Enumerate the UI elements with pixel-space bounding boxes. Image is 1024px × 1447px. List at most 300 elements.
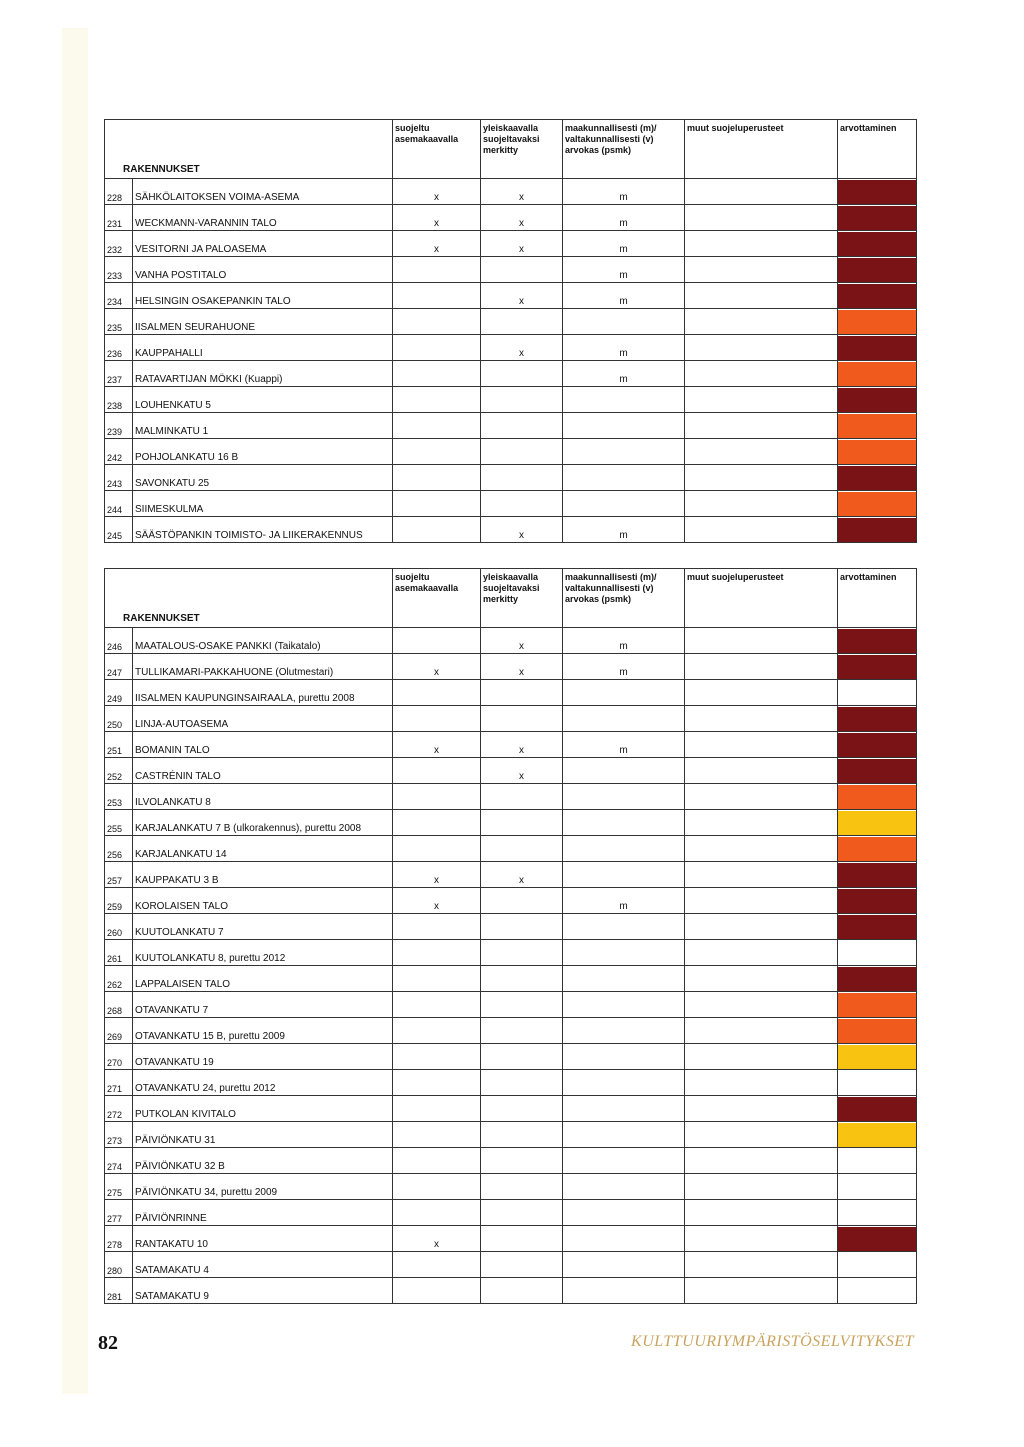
table-row — [105, 940, 917, 966]
asemakaava-mark: x — [393, 654, 481, 680]
maakunta-mark — [563, 1174, 685, 1200]
rating-swatch — [838, 1071, 916, 1095]
asemakaava-mark — [393, 361, 481, 387]
maakunta-mark — [563, 1096, 685, 1122]
row-number: 251 — [105, 732, 133, 758]
maakunta-mark — [563, 706, 685, 732]
asemakaava-mark — [393, 335, 481, 361]
yleiskaava-mark — [481, 1096, 563, 1122]
building-name: OTAVANKATU 15 B, purettu 2009 — [133, 1018, 393, 1044]
page-number: 82 — [98, 1332, 118, 1354]
table-row — [105, 862, 917, 888]
yleiskaava-mark — [481, 1070, 563, 1096]
rating-cell — [838, 940, 917, 966]
yleiskaava-mark — [481, 1252, 563, 1278]
header-yleiskaava: yleiskaavalla suojeltavaksi merkitty — [481, 120, 563, 179]
row-number: 261 — [105, 940, 133, 966]
row-number: 237 — [105, 361, 133, 387]
rating-swatch — [838, 1019, 916, 1043]
muut-cell — [685, 361, 838, 387]
muut-cell — [685, 517, 838, 543]
asemakaava-mark: x — [393, 1226, 481, 1252]
table-row — [105, 992, 917, 1018]
rating-cell — [838, 862, 917, 888]
table-row — [105, 413, 917, 439]
table-row — [105, 361, 917, 387]
asemakaava-mark — [393, 966, 481, 992]
rating-swatch — [838, 232, 916, 256]
table-row — [105, 1070, 917, 1096]
table-row — [105, 1148, 917, 1174]
asemakaava-mark — [393, 784, 481, 810]
muut-cell — [685, 758, 838, 784]
yleiskaava-mark — [481, 1200, 563, 1226]
rating-swatch — [838, 889, 916, 913]
rating-swatch — [838, 681, 916, 705]
asemakaava-mark — [393, 465, 481, 491]
building-name: SIIMESKULMA — [133, 491, 393, 517]
asemakaava-mark — [393, 992, 481, 1018]
header-yleiskaava: yleiskaavalla suojeltavaksi merkitty — [481, 569, 563, 628]
rating-swatch — [838, 733, 916, 757]
maakunta-mark — [563, 491, 685, 517]
rating-cell — [838, 654, 917, 680]
muut-cell — [685, 231, 838, 257]
asemakaava-mark — [393, 940, 481, 966]
rating-cell — [838, 257, 917, 283]
rating-swatch — [838, 440, 916, 464]
table-row — [105, 914, 917, 940]
asemakaava-mark — [393, 1070, 481, 1096]
row-number: 262 — [105, 966, 133, 992]
muut-cell — [685, 309, 838, 335]
table-body — [105, 628, 917, 1304]
row-number: 243 — [105, 465, 133, 491]
rating-swatch — [838, 310, 916, 334]
asemakaava-mark: x — [393, 179, 481, 205]
rating-cell — [838, 517, 917, 543]
table-row — [105, 1174, 917, 1200]
maakunta-mark — [563, 680, 685, 706]
row-number: 233 — [105, 257, 133, 283]
row-number: 234 — [105, 283, 133, 309]
building-name: TULLIKAMARI-PAKKAHUONE (Olutmestari) — [133, 654, 393, 680]
muut-cell — [685, 387, 838, 413]
row-number: 253 — [105, 784, 133, 810]
rating-swatch — [838, 1045, 916, 1069]
yleiskaava-mark — [481, 387, 563, 413]
asemakaava-mark — [393, 914, 481, 940]
maakunta-mark: m — [563, 654, 685, 680]
building-name: PÄIVIÖNKATU 31 — [133, 1122, 393, 1148]
table-row — [105, 335, 917, 361]
row-number: 232 — [105, 231, 133, 257]
row-number: 238 — [105, 387, 133, 413]
asemakaava-mark: x — [393, 205, 481, 231]
building-name: VANHA POSTITALO — [133, 257, 393, 283]
table-row — [105, 706, 917, 732]
rating-cell — [838, 732, 917, 758]
maakunta-mark — [563, 1122, 685, 1148]
row-number: 271 — [105, 1070, 133, 1096]
maakunta-mark — [563, 784, 685, 810]
yleiskaava-mark — [481, 361, 563, 387]
rating-cell — [838, 1122, 917, 1148]
row-number: 252 — [105, 758, 133, 784]
asemakaava-mark — [393, 439, 481, 465]
asemakaava-mark — [393, 517, 481, 543]
row-number: 260 — [105, 914, 133, 940]
rating-swatch — [838, 915, 916, 939]
asemakaava-mark — [393, 283, 481, 309]
header-muut: muut suojeluperusteet — [685, 120, 838, 179]
yleiskaava-mark — [481, 810, 563, 836]
maakunta-mark: m — [563, 628, 685, 654]
row-number: 274 — [105, 1148, 133, 1174]
rating-swatch — [838, 759, 916, 783]
table-row — [105, 309, 917, 335]
row-number: 257 — [105, 862, 133, 888]
yleiskaava-mark: x — [481, 283, 563, 309]
yleiskaava-mark — [481, 1044, 563, 1070]
table-row — [105, 491, 917, 517]
maakunta-mark — [563, 836, 685, 862]
asemakaava-mark — [393, 1252, 481, 1278]
table-header — [105, 569, 917, 628]
rating-cell — [838, 439, 917, 465]
rating-cell — [838, 205, 917, 231]
row-number: 255 — [105, 810, 133, 836]
header-asemakaava: suojeltu asemakaavalla — [393, 569, 481, 628]
yleiskaava-mark — [481, 1148, 563, 1174]
asemakaava-mark: x — [393, 231, 481, 257]
maakunta-mark: m — [563, 179, 685, 205]
muut-cell — [685, 888, 838, 914]
rating-swatch — [838, 180, 916, 204]
muut-cell — [685, 1096, 838, 1122]
asemakaava-mark — [393, 810, 481, 836]
asemakaava-mark: x — [393, 862, 481, 888]
rating-cell — [838, 1148, 917, 1174]
yleiskaava-mark — [481, 491, 563, 517]
maakunta-mark — [563, 387, 685, 413]
rating-cell — [838, 680, 917, 706]
page-edge-strip — [62, 28, 88, 1394]
table-row — [105, 680, 917, 706]
maakunta-mark — [563, 1018, 685, 1044]
rating-cell — [838, 413, 917, 439]
building-name: VESITORNI JA PALOASEMA — [133, 231, 393, 257]
asemakaava-mark — [393, 706, 481, 732]
building-name: PÄIVIÖNKATU 32 B — [133, 1148, 393, 1174]
row-number: 281 — [105, 1278, 133, 1304]
row-number: 247 — [105, 654, 133, 680]
muut-cell — [685, 465, 838, 491]
building-name: PÄIVIÖNKATU 34, purettu 2009 — [133, 1174, 393, 1200]
row-number: 250 — [105, 706, 133, 732]
rating-swatch — [838, 518, 916, 542]
building-name: ILVOLANKATU 8 — [133, 784, 393, 810]
rating-swatch — [838, 414, 916, 438]
rating-cell — [838, 836, 917, 862]
maakunta-mark — [563, 1226, 685, 1252]
header-rakennukset: RAKENNUKSET — [105, 569, 393, 628]
row-number: 277 — [105, 1200, 133, 1226]
yleiskaava-mark — [481, 966, 563, 992]
building-name: RANTAKATU 10 — [133, 1226, 393, 1252]
rating-cell — [838, 1044, 917, 1070]
asemakaava-mark — [393, 680, 481, 706]
yleiskaava-mark — [481, 680, 563, 706]
maakunta-mark — [563, 465, 685, 491]
rating-swatch — [838, 837, 916, 861]
building-name: PÄIVIÖNRINNE — [133, 1200, 393, 1226]
rating-cell — [838, 758, 917, 784]
rating-cell — [838, 1226, 917, 1252]
building-name: HELSINGIN OSAKEPANKIN TALO — [133, 283, 393, 309]
muut-cell — [685, 1070, 838, 1096]
muut-cell — [685, 810, 838, 836]
asemakaava-mark — [393, 628, 481, 654]
rating-cell — [838, 231, 917, 257]
header-rakennukset: RAKENNUKSET — [105, 120, 393, 179]
row-number: 228 — [105, 179, 133, 205]
building-name: LAPPALAISEN TALO — [133, 966, 393, 992]
muut-cell — [685, 1226, 838, 1252]
rating-cell — [838, 1252, 917, 1278]
rating-swatch — [838, 492, 916, 516]
yleiskaava-mark — [481, 706, 563, 732]
maakunta-mark: m — [563, 361, 685, 387]
table-row — [105, 205, 917, 231]
rating-cell — [838, 784, 917, 810]
asemakaava-mark — [393, 309, 481, 335]
rating-swatch — [838, 336, 916, 360]
muut-cell — [685, 914, 838, 940]
header-maakunta: maakunnallisesti (m)/ valtakunnallisesti (v) arvokas (psmk) — [563, 569, 685, 628]
table-row — [105, 465, 917, 491]
rating-swatch — [838, 362, 916, 386]
muut-cell — [685, 1252, 838, 1278]
muut-cell — [685, 257, 838, 283]
table-row — [105, 1252, 917, 1278]
muut-cell — [685, 1278, 838, 1304]
table-row — [105, 1096, 917, 1122]
asemakaava-mark — [393, 836, 481, 862]
header-muut: muut suojeluperusteet — [685, 569, 838, 628]
rating-swatch — [838, 1201, 916, 1225]
row-number: 239 — [105, 413, 133, 439]
maakunta-mark: m — [563, 205, 685, 231]
building-name: KARJALANKATU 7 B (ulkorakennus), purettu 2008 — [133, 810, 393, 836]
table-row — [105, 654, 917, 680]
rating-swatch — [838, 466, 916, 490]
table-body — [105, 179, 917, 543]
asemakaava-mark — [393, 1122, 481, 1148]
maakunta-mark — [563, 1148, 685, 1174]
yleiskaava-mark — [481, 309, 563, 335]
maakunta-mark — [563, 1044, 685, 1070]
publication-title: KULTTUURIYMPÄRISTÖSELVITYKSET — [631, 1333, 914, 1350]
yleiskaava-mark: x — [481, 517, 563, 543]
muut-cell — [685, 491, 838, 517]
rating-swatch — [838, 1149, 916, 1173]
rating-cell — [838, 361, 917, 387]
row-number: 235 — [105, 309, 133, 335]
rating-cell — [838, 465, 917, 491]
table-row — [105, 1122, 917, 1148]
row-number: 231 — [105, 205, 133, 231]
yleiskaava-mark — [481, 1018, 563, 1044]
muut-cell — [685, 706, 838, 732]
rating-cell — [838, 309, 917, 335]
row-number: 256 — [105, 836, 133, 862]
rating-cell — [838, 888, 917, 914]
table-row — [105, 1200, 917, 1226]
maakunta-mark — [563, 966, 685, 992]
maakunta-mark: m — [563, 257, 685, 283]
maakunta-mark — [563, 1070, 685, 1096]
rating-cell — [838, 387, 917, 413]
asemakaava-mark — [393, 1018, 481, 1044]
muut-cell — [685, 654, 838, 680]
rating-swatch — [838, 863, 916, 887]
table-header — [105, 120, 917, 179]
rating-swatch — [838, 284, 916, 308]
building-name: BOMANIN TALO — [133, 732, 393, 758]
rating-swatch — [838, 655, 916, 679]
rating-cell — [838, 1018, 917, 1044]
rating-swatch — [838, 941, 916, 965]
building-name: WECKMANN-VARANNIN TALO — [133, 205, 393, 231]
building-name: PUTKOLAN KIVITALO — [133, 1096, 393, 1122]
rating-cell — [838, 966, 917, 992]
yleiskaava-mark: x — [481, 231, 563, 257]
maakunta-mark — [563, 439, 685, 465]
building-name: KAUPPAKATU 3 B — [133, 862, 393, 888]
table-row — [105, 517, 917, 543]
muut-cell — [685, 1044, 838, 1070]
rating-cell — [838, 1174, 917, 1200]
rating-swatch — [838, 993, 916, 1017]
maakunta-mark — [563, 940, 685, 966]
building-name: KAUPPAHALLI — [133, 335, 393, 361]
table-row — [105, 179, 917, 205]
yleiskaava-mark — [481, 439, 563, 465]
muut-cell — [685, 836, 838, 862]
table-row — [105, 1018, 917, 1044]
asemakaava-mark — [393, 491, 481, 517]
building-name: RATAVARTIJAN MÖKKI (Kuappi) — [133, 361, 393, 387]
rating-swatch — [838, 206, 916, 230]
table-row — [105, 257, 917, 283]
maakunta-mark — [563, 413, 685, 439]
muut-cell — [685, 732, 838, 758]
yleiskaava-mark: x — [481, 732, 563, 758]
yleiskaava-mark — [481, 413, 563, 439]
row-number: 270 — [105, 1044, 133, 1070]
muut-cell — [685, 966, 838, 992]
building-name: KUUTOLANKATU 7 — [133, 914, 393, 940]
row-number: 278 — [105, 1226, 133, 1252]
rating-cell — [838, 283, 917, 309]
maakunta-mark: m — [563, 335, 685, 361]
rating-cell — [838, 1096, 917, 1122]
yleiskaava-mark: x — [481, 758, 563, 784]
rating-cell — [838, 179, 917, 205]
building-name: IISALMEN KAUPUNGINSAIRAALA, purettu 2008 — [133, 680, 393, 706]
header-arvottaminen: arvottaminen — [838, 120, 917, 179]
rating-swatch — [838, 1253, 916, 1277]
yleiskaava-mark — [481, 888, 563, 914]
rating-swatch — [838, 785, 916, 809]
asemakaava-mark — [393, 387, 481, 413]
building-name: KUUTOLANKATU 8, purettu 2012 — [133, 940, 393, 966]
rating-cell — [838, 1278, 917, 1304]
muut-cell — [685, 1200, 838, 1226]
table-row — [105, 836, 917, 862]
rating-cell — [838, 491, 917, 517]
yleiskaava-mark — [481, 1174, 563, 1200]
rating-swatch — [838, 1175, 916, 1199]
muut-cell — [685, 413, 838, 439]
buildings-table-1 — [104, 119, 917, 543]
rating-swatch — [838, 629, 916, 653]
rating-swatch — [838, 388, 916, 412]
table-row — [105, 810, 917, 836]
rating-swatch — [838, 707, 916, 731]
building-name: CASTRÉNIN TALO — [133, 758, 393, 784]
rating-swatch — [838, 1097, 916, 1121]
table-row — [105, 628, 917, 654]
maakunta-mark — [563, 1278, 685, 1304]
asemakaava-mark — [393, 1044, 481, 1070]
maakunta-mark: m — [563, 517, 685, 543]
row-number: 236 — [105, 335, 133, 361]
row-number: 244 — [105, 491, 133, 517]
header-arvottaminen: arvottaminen — [838, 569, 917, 628]
rating-cell — [838, 914, 917, 940]
yleiskaava-mark — [481, 784, 563, 810]
building-name: OTAVANKATU 24, purettu 2012 — [133, 1070, 393, 1096]
building-name: LOUHENKATU 5 — [133, 387, 393, 413]
muut-cell — [685, 179, 838, 205]
yleiskaava-mark — [481, 1226, 563, 1252]
yleiskaava-mark — [481, 257, 563, 283]
building-name: MAATALOUS-OSAKE PANKKI (Taikatalo) — [133, 628, 393, 654]
header-asemakaava: suojeltu asemakaavalla — [393, 120, 481, 179]
rating-cell — [838, 335, 917, 361]
yleiskaava-mark: x — [481, 654, 563, 680]
maakunta-mark — [563, 758, 685, 784]
building-name: OTAVANKATU 19 — [133, 1044, 393, 1070]
table-row — [105, 732, 917, 758]
muut-cell — [685, 940, 838, 966]
asemakaava-mark — [393, 1174, 481, 1200]
building-name: KOROLAISEN TALO — [133, 888, 393, 914]
header-maakunta: maakunnallisesti (m)/ valtakunnallisesti (v) arvokas (psmk) — [563, 120, 685, 179]
asemakaava-mark — [393, 257, 481, 283]
building-name: KARJALANKATU 14 — [133, 836, 393, 862]
asemakaava-mark — [393, 1148, 481, 1174]
rating-cell — [838, 1200, 917, 1226]
maakunta-mark — [563, 1252, 685, 1278]
muut-cell — [685, 992, 838, 1018]
building-name: SÄÄSTÖPANKIN TOIMISTO- JA LIIKERAKENNUS — [133, 517, 393, 543]
table-row — [105, 1044, 917, 1070]
asemakaava-mark — [393, 1278, 481, 1304]
building-name: SAVONKATU 25 — [133, 465, 393, 491]
